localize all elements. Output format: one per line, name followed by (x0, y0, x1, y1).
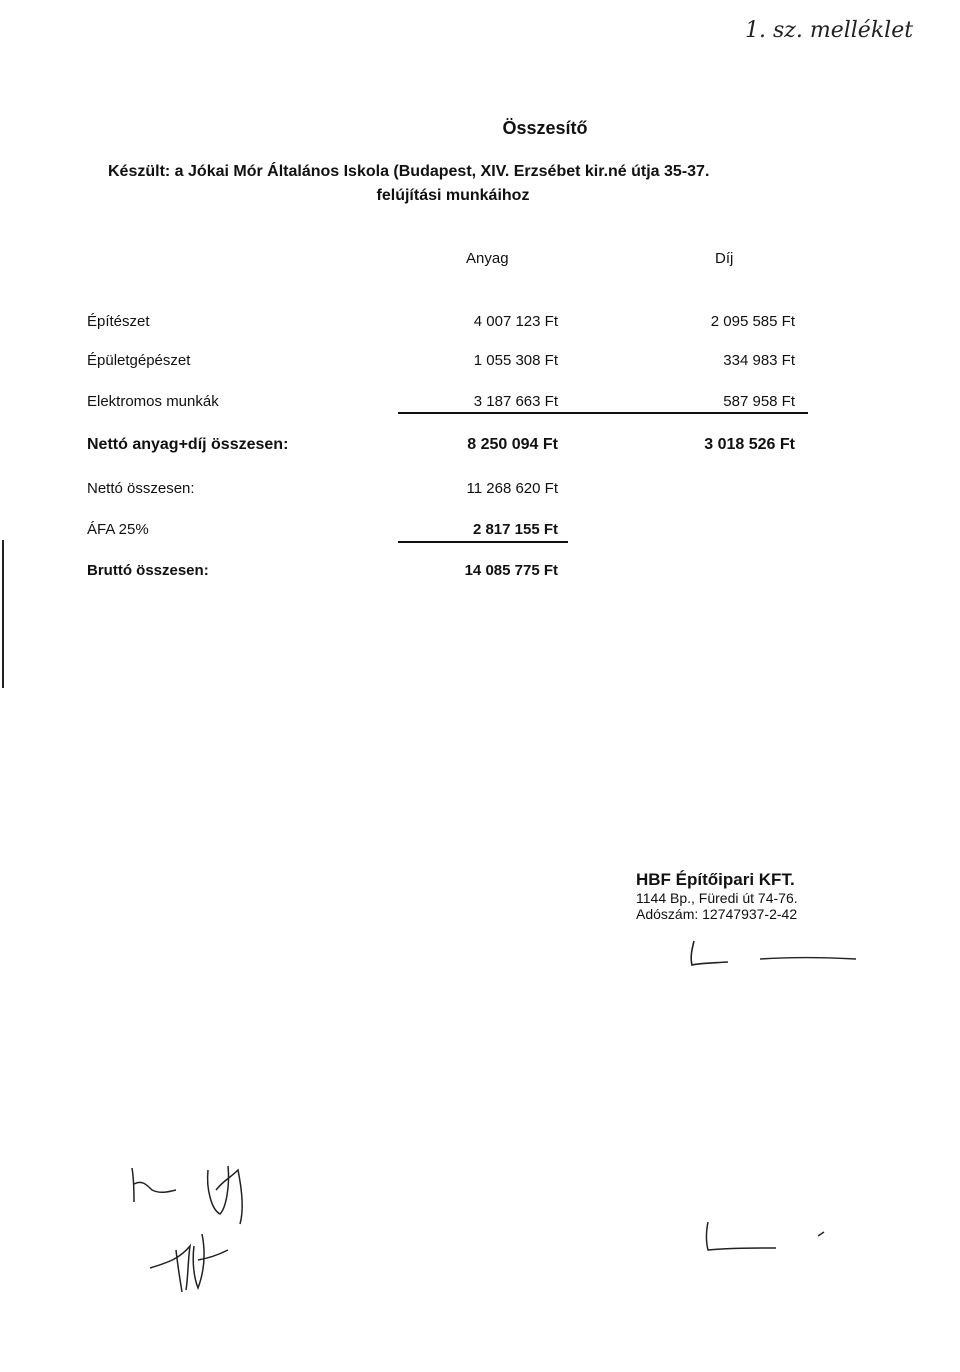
brutto-value: 14 085 775 Ft (464, 562, 558, 579)
afa-value: 2 817 155 Ft (472, 521, 558, 538)
stamp-tax-id: Adószám: 12747937-2-42 (636, 906, 798, 922)
subtitle-line-2: felújítási munkáihoz (376, 187, 530, 204)
row-label-elektromos: Elektromos munkák (87, 393, 219, 410)
column-header-dij: Díj (715, 250, 734, 267)
total-rule (398, 541, 568, 543)
stamp-signature (680, 935, 870, 975)
stamp-address: 1144 Bp., Füredi út 74-76. (636, 890, 798, 906)
netto-dij-value: 3 018 526 Ft (704, 436, 795, 453)
afa-label: ÁFA 25% (87, 521, 149, 538)
row-anyag-epuletgepeszet: 1 055 308 Ft (473, 352, 558, 369)
row-dij-elektromos: 587 958 Ft (723, 393, 795, 410)
row-label-epuletgepeszet: Épületgépészet (87, 352, 191, 369)
stamp-company: HBF Építőipari KFT. (636, 870, 795, 889)
document-title: Összesítő (502, 118, 588, 138)
subtitle-line-1: Készült: a Jókai Mór Általános Iskola (Budapest, XIV. Erzsébet kir.né útja 35-37. (108, 163, 710, 180)
row-anyag-epiteszet: 4 007 123 Ft (473, 313, 558, 330)
signature-right (700, 1210, 830, 1260)
row-dij-epiteszet: 2 095 585 Ft (710, 313, 795, 330)
netto-anyag-dij-label: Nettó anyag+díj összesen: (87, 436, 289, 453)
netto-anyag-value: 8 250 094 Ft (467, 436, 558, 453)
row-dij-epuletgepeszet: 334 983 Ft (723, 352, 795, 369)
subtotal-rule (398, 412, 808, 414)
netto-osszesen-label: Nettó összesen: (87, 480, 195, 497)
margin-line (2, 540, 4, 688)
row-anyag-elektromos: 3 187 663 Ft (473, 393, 558, 410)
handwritten-annotation: 1. sz. melléklet (745, 18, 914, 43)
brutto-label: Bruttó összesen: (87, 562, 209, 579)
netto-osszesen-value: 11 268 620 Ft (466, 480, 558, 497)
company-stamp (636, 870, 866, 922)
signature-left (120, 1150, 260, 1300)
row-label-epiteszet: Építészet (87, 313, 150, 330)
column-header-anyag: Anyag (466, 250, 509, 267)
